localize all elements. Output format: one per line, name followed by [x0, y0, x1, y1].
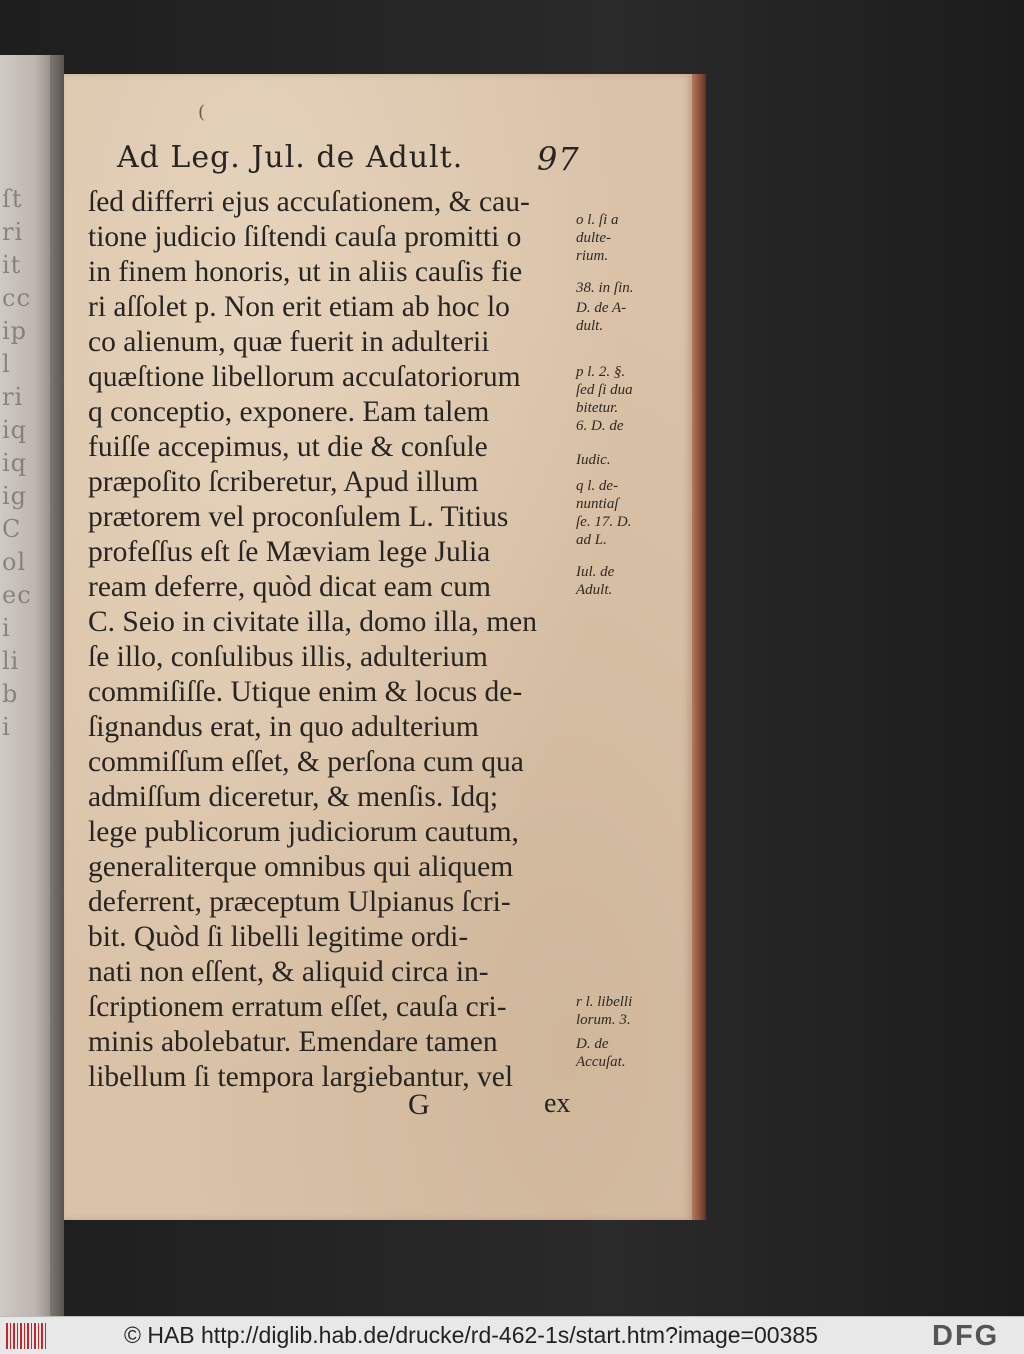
text-line: deferrent, præceptum Ulpianus ſcri-	[88, 886, 511, 918]
dfg-logo: DFG	[932, 1320, 1000, 1352]
text-line: ream deferre, quòd dicat eam cum	[88, 571, 491, 603]
text-line: quæſtione libellorum accuſatoriorum	[88, 361, 521, 393]
previous-page-fragment-text: ol	[2, 548, 27, 576]
page-edge	[692, 74, 706, 1220]
text-line: in finem honoris, ut in aliis cauſis fie	[88, 256, 523, 288]
margin-note: D. de A-	[576, 300, 627, 316]
text-line: ſcriptionem erratum eſſet, cauſa cri-	[88, 991, 507, 1023]
margin-note: dult.	[576, 318, 604, 334]
text-line: minis abolebatur. Emendare tamen	[88, 1026, 498, 1058]
signature-mark: G	[408, 1088, 430, 1121]
margin-note: D. de	[576, 1036, 609, 1052]
text-line: libellum ſi tempora largiebantur, vel	[88, 1061, 514, 1093]
margin-note: nuntiaſ	[576, 496, 619, 512]
text-line: commiſſum eſſet, & perſona cum qua	[88, 746, 524, 778]
previous-page-fragment-text: ig	[2, 482, 28, 510]
barcode-icon	[6, 1323, 46, 1349]
text-line: q conceptio, exponere. Eam talem	[88, 396, 490, 428]
previous-page-fragment-text: l	[2, 350, 11, 378]
page-footer	[88, 1088, 588, 1128]
text-line: commiſiſſe. Utique enim & locus de-	[88, 676, 523, 708]
margin-note: p l. 2. §.	[576, 364, 626, 380]
text-line: tione judicio ſiſtendi cauſa promitti o	[88, 221, 522, 253]
page-number: 97	[537, 140, 580, 178]
margin-note: q l. de-	[576, 478, 619, 494]
previous-page-fragment-text: ri	[2, 218, 24, 246]
previous-page-fragment-text: b	[2, 680, 19, 708]
previous-page-text-strip	[0, 55, 50, 1316]
margin-note: o l. ſi a	[576, 212, 619, 228]
margin-note: bitetur.	[576, 400, 619, 416]
copyright-link[interactable]: © HAB http://diglib.hab.de/drucke/rd-462-1s/start.htm?image=00385	[124, 1322, 818, 1348]
text-line: C. Seio in civitate illa, domo illa, men	[88, 606, 537, 638]
text-line: lege publicorum judiciorum cautum,	[88, 816, 519, 848]
text-line: co alienum, quæ fuerit in adulterii	[88, 326, 490, 358]
text-line: bit. Quòd ſi libelli legitime ordi-	[88, 921, 469, 953]
attribution-bar	[0, 1316, 1024, 1354]
text-line: ri aſſolet p. Non erit etiam ab hoc lo	[88, 291, 510, 323]
margin-note: ſed ſi dua	[576, 382, 633, 398]
previous-page-fragment-text: i	[2, 713, 11, 741]
previous-page-fragment-text: i	[2, 614, 11, 642]
text-line: præpoſito ſcriberetur, Apud illum	[88, 466, 479, 498]
book-page	[64, 74, 692, 1220]
ink-mark: (	[198, 102, 206, 123]
previous-page-fragment-text: C	[2, 515, 22, 543]
previous-page-fragment-text: ec	[2, 581, 32, 609]
margin-note: lorum. 3.	[576, 1012, 631, 1028]
margin-note: Accuſat.	[576, 1054, 626, 1070]
page-gutter	[50, 55, 64, 1316]
margin-note: 38. in ſin.	[576, 280, 634, 296]
margin-note: 6. D. de	[576, 418, 624, 434]
margin-note: Iudic.	[576, 452, 611, 468]
previous-page-fragment-text: it	[2, 251, 22, 279]
catchword: ex	[544, 1088, 571, 1119]
text-line: fuiſſe accepimus, ut die & conſule	[88, 431, 488, 463]
previous-page-fragment-text: ip	[2, 317, 28, 345]
margin-note: ad L.	[576, 532, 607, 548]
previous-page-fragment-text: iq	[2, 449, 28, 477]
text-line: ſed differri ejus accuſationem, & cau-	[88, 186, 530, 218]
margin-note: ſe. 17. D.	[576, 514, 632, 530]
text-line: profeſſus eſt ſe Mæviam lege Julia	[88, 536, 491, 568]
text-line: admiſſum diceretur, & menſis. Idq;	[88, 781, 499, 813]
previous-page-fragment-text: cc	[2, 284, 31, 312]
margin-note: Adult.	[576, 582, 613, 598]
margin-note: rium.	[576, 248, 609, 264]
running-header	[117, 140, 597, 180]
previous-page-fragment	[0, 55, 50, 1316]
text-line: nati non eſſent, & aliquid circa in-	[88, 956, 489, 988]
margin-note: Iul. de	[576, 564, 615, 580]
body-text	[88, 185, 588, 1095]
text-line: prætorem vel proconſulem L. Titius	[88, 501, 509, 533]
text-line: ſe illo, conſulibus illis, adulterium	[88, 641, 488, 673]
margin-note: dulte-	[576, 230, 611, 246]
previous-page-fragment-text: ſt	[2, 185, 23, 213]
previous-page-fragment-text: iq	[2, 416, 28, 444]
margin-note: r l. libelli	[576, 994, 633, 1010]
text-line: generaliterque omnibus qui aliquem	[88, 851, 514, 883]
text-line: ſignandus erat, in quo adulterium	[88, 711, 479, 743]
header-title: Ad Leg. Jul. de Adult.	[117, 140, 464, 175]
previous-page-fragment-text: ri	[2, 383, 24, 411]
previous-page-fragment-text: li	[2, 647, 20, 675]
